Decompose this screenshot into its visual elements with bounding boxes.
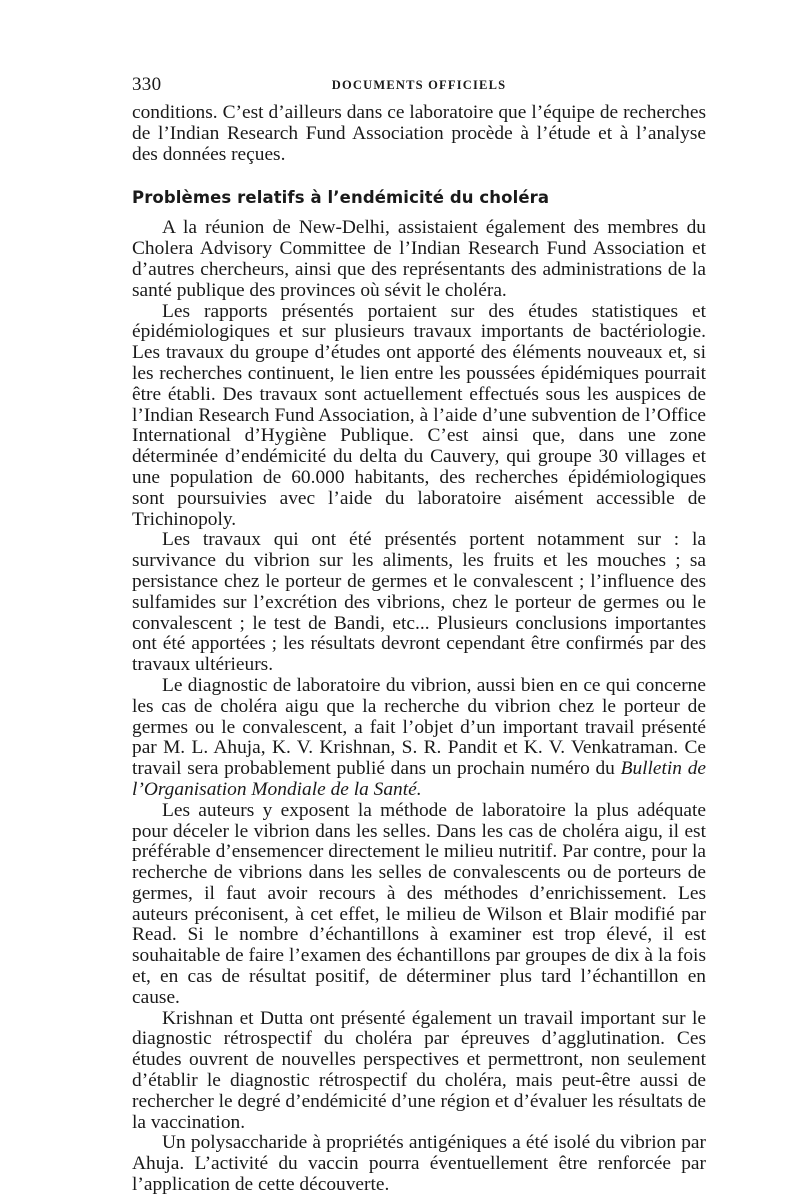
paragraph: Krishnan et Dutta ont présenté également un travail important sur le diagnostic rétrospectif du choléra par épreuves d’agglutination. Ces études ouvrent de nouvelles perspectives et permettront, non seulement d’établir le diagnostic rétrospectif du choléra, mais peut-être aussi de rechercher le degré d’endémicité d’une région et d’évaluer les résultats de la vaccination.	[132, 1007, 706, 1133]
running-title: DOCUMENTS OFFICIELS	[331, 78, 507, 92]
article-body	[132, 103, 706, 1196]
section-heading: Problèmes relatifs à l’endémicité du choléra	[132, 188, 550, 208]
paragraph: Les auteurs y exposent la méthode de laboratoire la plus adéquate pour déceler le vibrion dans les selles. Dans les cas de choléra aigu, il est préférable d’ensemencer directement le milieu nutritif. Par contre, pour la recherche de vibrions dans les selles de convalescents ou de porteurs de germes, il faut avoir recours à des méthodes d’enrichissement. Les auteurs préconisent, à cet effet, le milieu de Wilson et Blair modifié par Read. Si le nombre d’échantillons à examiner est trop élevé, il est souhaitable de faire l’examen des échantillons par groupes de dix à la fois et, en cas de résultat positif, de déterminer plus tard l’échantillon en cause.	[132, 799, 706, 1008]
paragraph: Un polysaccharide à propriétés antigéniques a été isolé du vibrion par Ahuja. L’activité du vaccin pourra éventuellement être renforcée par l’application de cette découverte.	[132, 1132, 706, 1196]
journal-title: Bulletin de l’Organisation Mondiale de la Santé.	[132, 758, 706, 800]
paragraph-text: Le diagnostic de laboratoire du vibrion, aussi bien en ce qui concerne les cas de choléra aigu que la recherche du vibrion chez le porteur de germes ou le convalescent, a fait l’objet d’un important travail présenté par M. L. Ahuja, K. V. Krishnan, S. R. Pandit et K. V. Venkatraman. Ce travail sera probablement publié dans un prochain numéro du	[132, 674, 706, 780]
running-header	[132, 74, 706, 96]
paragraph-continuation: conditions. C’est d’ailleurs dans ce laboratoire que l’équipe de recherches de l’Indian Research Fund Association procède à l’étude et à l’analyse des données reçues.	[132, 102, 706, 165]
paragraph: Les rapports présentés portaient sur des études statistiques et épidémiologiques et sur plusieurs travaux importants de bactériologie. Les travaux du groupe d’études ont apporté des éléments nouveaux et, si les recherches continuent, le lien entre les poussées épidémiques pourrait être établi. Des travaux sont actuellement effectués sous les auspices de l’Indian Research Fund Association, à l’aide d’une subvention de l’Office International d’Hygiène Publique. C’est ainsi que, dans une zone déterminée d’endémicité du delta du Cauvery, qui groupe 30 villages et une population de 60.000 habitants, des recherches épidémiologiques sont poursuivies avec l’aide du laboratoire aisément accessible de Trichinopoly.	[132, 300, 706, 530]
page-number: 330	[132, 74, 162, 95]
paragraph: A la réunion de New-Delhi, assistaient également des membres du Cholera Advisory Committee de l’Indian Research Fund Association et d’autres chercheurs, ainsi que des représentants des administrations de la santé publique des provinces où sévit le choléra.	[132, 217, 706, 301]
paragraph-with-citation	[132, 676, 706, 801]
paragraph: Les travaux qui ont été présentés portent notamment sur : la survivance du vibrion sur les aliments, les fruits et les mouches ; sa persistance chez le porteur de germes et le convalescent ; l’influence des sulfamides sur l’excrétion des vibrions, chez le porteur de germes ou le convalescent ; le test de Bandi, etc... Plusieurs conclusions importantes ont été apportées ; les résultats devront cependant être confirmés par des travaux ultérieurs.	[132, 529, 706, 676]
